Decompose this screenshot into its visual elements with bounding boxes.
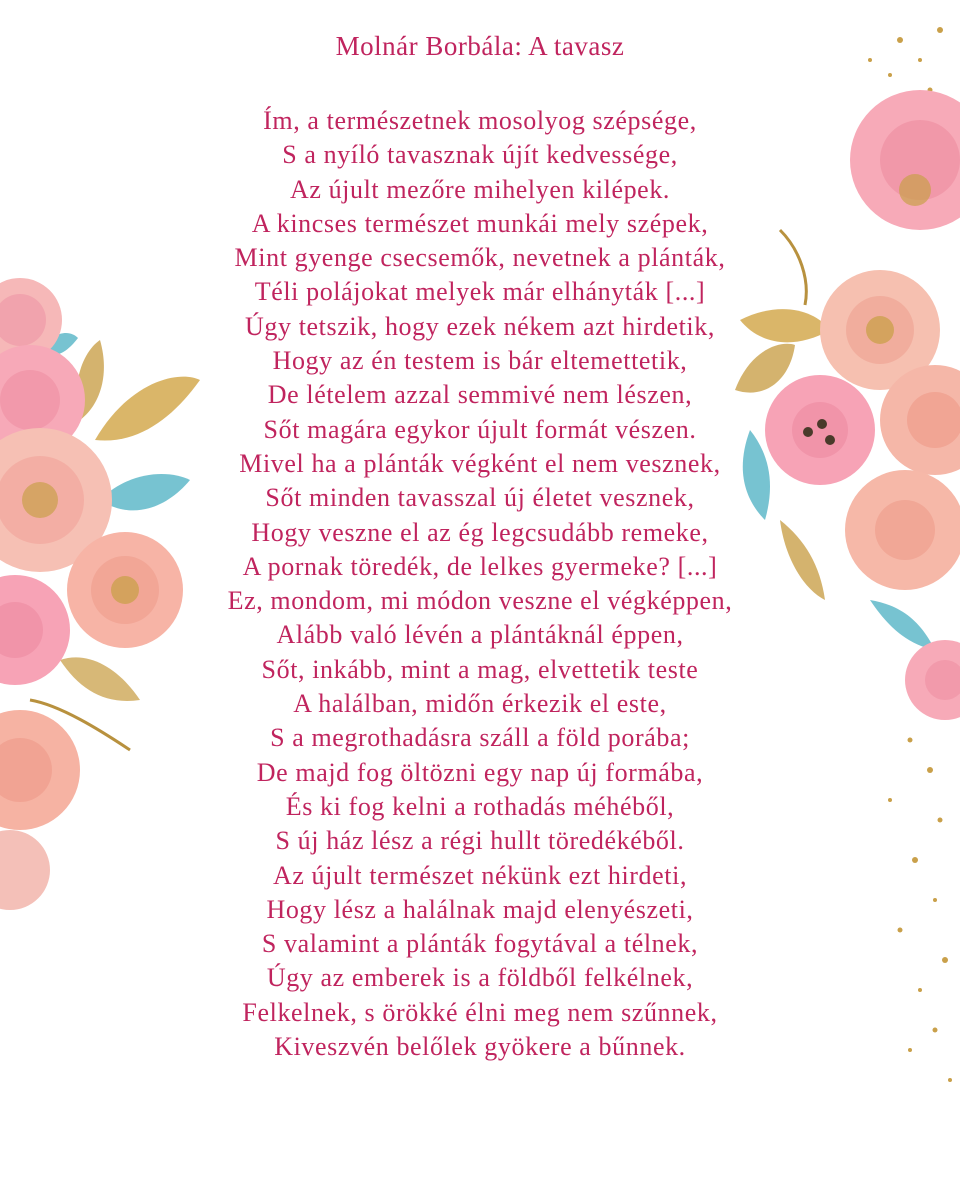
poem-line: Úgy az emberek is a földből felkélnek, [266,963,694,993]
poem-line: Ez, mondom, mi módon veszne el végképpen, [227,586,733,616]
poem-line: Kiveszvén belőlek gyökere a bűnnek. [274,1032,686,1062]
poem-line: A pornak töredék, de lelkes gyermeke? [...] [242,551,718,581]
poem-line: Ím, a természetnek mosolyog szépsége, [263,106,697,135]
poem-title: Molnár Borbála: A tavasz [335,31,625,61]
poem-line: És ki fog kelni a rothadás méhéből, [285,791,675,821]
poem-line: Téli polájokat melyek már elhányták [...] [254,277,706,307]
poem [120,28,840,1064]
poem-line: S valamint a plánták fogytával a télnek, [261,929,699,959]
poem-line: Az újult természet nékünk ezt hirdeti, [272,860,688,890]
poem-line: Sőt, inkább, mint a mag, elvettetik teste [261,654,699,684]
poem-lines [120,104,840,1064]
poem-line: A kincses természet munkái mely szépek, [251,208,709,238]
poem-line: De majd fog öltözni egy nap új formába, [256,757,704,787]
poem-line: Úgy tetszik, hogy ezek nékem azt hirdetik, [245,311,715,341]
poem-line: S a megrothadásra száll a föld porába; [270,723,690,753]
poem-line: S új ház lész a régi hullt töredékéből. [275,826,685,856]
poem-line: Mint gyenge csecsemők, nevetnek a plánták, [234,243,726,273]
poem-line: Felkelnek, s örökké élni meg nem szűnnek, [242,997,718,1027]
poem-line: A halálban, midőn érkezik el este, [293,689,667,719]
poem-line: De lételem azzal semmivé nem lészen, [267,380,693,410]
poem-line: Sőt magára egykor újult formát vészen. [263,414,697,444]
poem-line: Mivel ha a plánták végként el nem vesznek, [239,448,721,478]
poem-line: Hogy lész a halálnak majd elenyészeti, [266,894,694,924]
poem-line: S a nyíló tavasznak újít kedvessége, [282,140,678,170]
gold-glitter-icon [868,27,952,1082]
poem-line: Hogy az én testem is bár eltemettetik, [272,346,688,376]
poem-line: Hogy veszne el az ég legcsudább remeke, [251,517,709,547]
poem-line: Sőt minden tavasszal új életet vesznek, [265,483,695,513]
poem-line: Az újult mezőre mihelyen kilépek. [289,174,671,204]
poem-line: Alább való lévén a plántáknál éppen, [276,620,684,650]
